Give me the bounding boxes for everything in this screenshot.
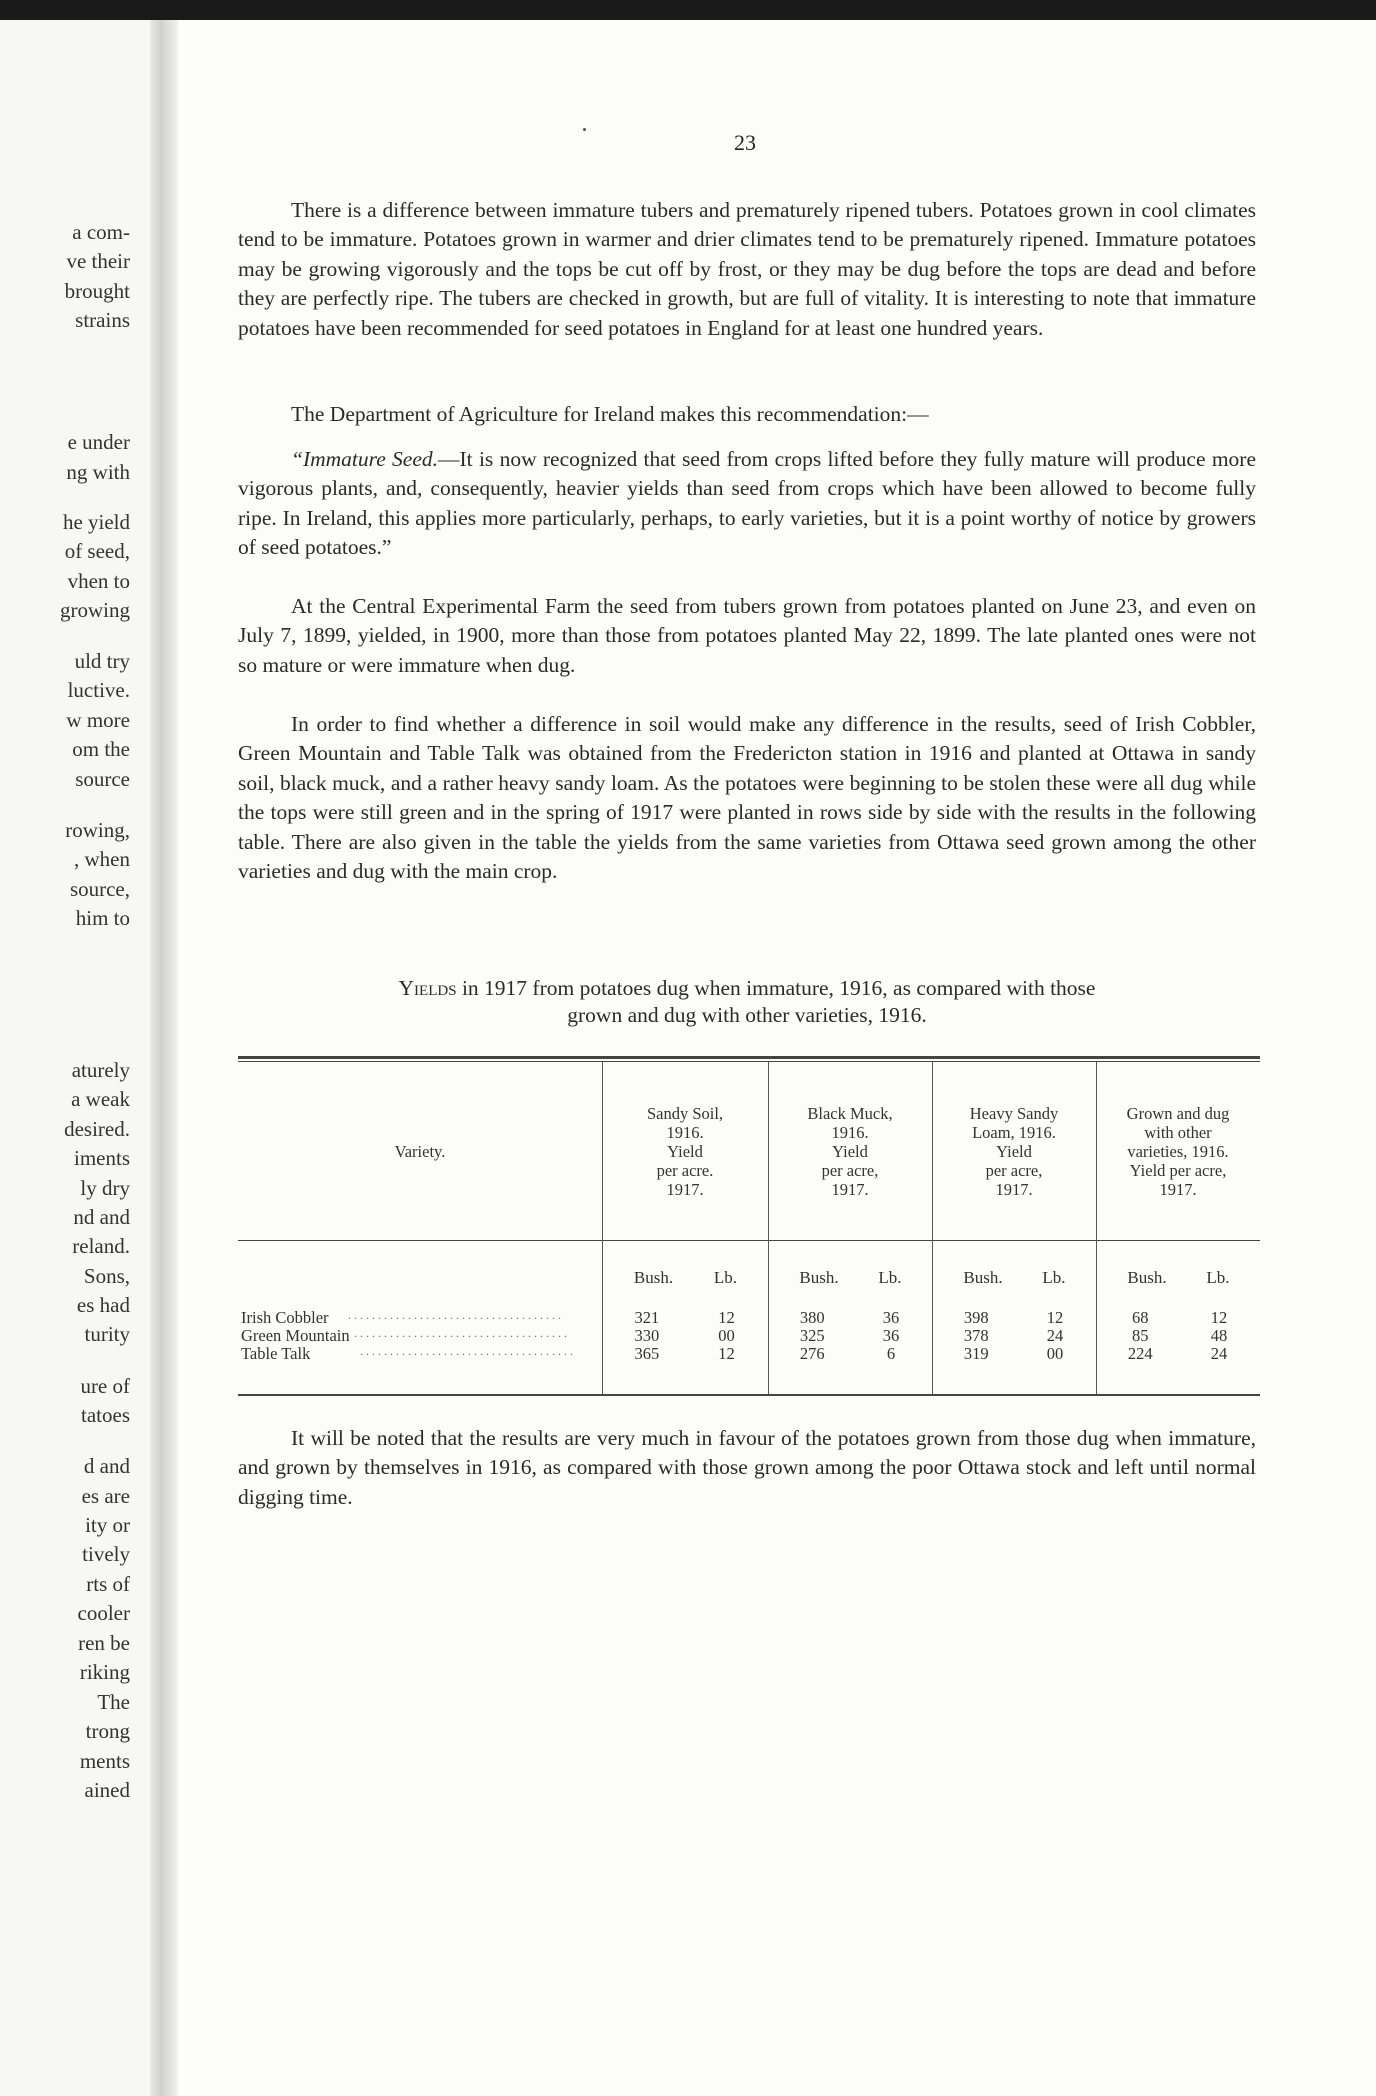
column-header-line: Black Muck, xyxy=(807,1104,893,1123)
adjacent-page-line: , when xyxy=(74,847,130,871)
table-cell-bushels: 321 xyxy=(634,1308,660,1327)
adjacent-page-edge xyxy=(0,20,150,2096)
column-header-line: 1917. xyxy=(1159,1180,1197,1199)
quote-body: —It is now recognized that seed from crops lifted before they fully mature will produce more vigorous plants, and, consequently, heavier yields than seed from crops which have been allowed to become fully ripe. In Ireland, this applies more particularly, perhaps, to early varieties, but it is a point worthy of notice by growers of seed potatoes.” xyxy=(238,447,1256,560)
table-caption xyxy=(238,975,1256,1029)
adjacent-page-line: es are xyxy=(81,1484,130,1508)
table-cell-bushels: 398 xyxy=(963,1308,989,1327)
column-header-line: Yield xyxy=(667,1142,703,1161)
adjacent-page-line: brought xyxy=(64,279,130,303)
caption-line2: grown and dug with other varieties, 1916. xyxy=(567,1003,927,1027)
paragraph-department-intro: The Department of Agriculture for Ireland makes this recommendation:— xyxy=(291,402,929,426)
table-row-variety: Irish Cobbler xyxy=(241,1308,329,1327)
table-cell-pounds: 12 xyxy=(718,1308,735,1327)
adjacent-page-line: vhen to xyxy=(67,569,130,593)
adjacent-page-line: ly dry xyxy=(80,1176,130,1200)
adjacent-page-line: ments xyxy=(79,1749,130,1773)
column-header-line: Loam, 1916. xyxy=(972,1123,1056,1142)
adjacent-page-line: ren be xyxy=(78,1631,130,1655)
table-cell-pounds: 6 xyxy=(886,1344,896,1363)
table-cell-bushels: 68 xyxy=(1132,1308,1149,1327)
leader-dots: . . . . . . . . . . . . . . . . . . . . . . . . . . . . . . . . . . . . xyxy=(348,1308,561,1322)
table-top-rule xyxy=(238,1056,1260,1059)
adjacent-page-line: luctive. xyxy=(67,678,130,702)
column-header-line: varieties, 1916. xyxy=(1127,1142,1229,1161)
column-header-line: 1916. xyxy=(666,1123,704,1142)
column-header-line: Heavy Sandy xyxy=(969,1104,1059,1123)
column-header-line: 1916. xyxy=(831,1123,869,1142)
caption-line1: in 1917 from potatoes dug when immature, 1916, as compared with those xyxy=(456,976,1096,1000)
table-cell-pounds: 24 xyxy=(1046,1326,1064,1345)
paragraph-immature-vs-ripened: There is a difference between immature tubers and prematurely ripened tubers. Potatoes grown in cool climates tend to be immature. Potatoes grown in warmer and drier climates tend to be prematurely ripened. Immature potatoes may be growing vigorously and the tops be cut off by frost, or they may be dug before the tops are dead and before they are perfectly ripe. The tubers are checked in growth, but are full of vitality. It is interesting to note that immature potatoes have been recommended for seed potatoes in England for at least one hundred years. xyxy=(238,198,1256,340)
table-bottom-rule xyxy=(238,1394,1260,1396)
adjacent-page-line: aturely xyxy=(71,1058,130,1082)
adjacent-page-line: Sons, xyxy=(83,1264,130,1288)
unit-bushels: Bush. xyxy=(1127,1268,1167,1287)
paragraph-conclusion: It will be noted that the results are very much in favour of the potatoes grown from those dug when immature, and grown by themselves in 1916, as compared with those grown among the poor Ottawa stock and left until normal digging time. xyxy=(238,1426,1256,1509)
table-cell-pounds: 24 xyxy=(1210,1344,1228,1363)
table-row-variety: Table Talk xyxy=(241,1344,311,1363)
table-cell-pounds: 36 xyxy=(882,1308,900,1327)
adjacent-page-line: strains xyxy=(75,308,130,332)
adjacent-page-line: rowing, xyxy=(65,818,130,842)
table-cell-bushels: 319 xyxy=(963,1344,989,1363)
table-cell-bushels: 224 xyxy=(1127,1344,1153,1363)
table-cell-bushels: 365 xyxy=(634,1344,660,1363)
unit-pounds: Lb. xyxy=(878,1268,902,1287)
book-gutter xyxy=(150,20,178,2096)
table-cell-bushels: 378 xyxy=(963,1326,989,1345)
caption-lead: Yields xyxy=(398,976,457,1000)
adjacent-page-line: source, xyxy=(69,877,130,901)
unit-pounds: Lb. xyxy=(1206,1268,1230,1287)
adjacent-page-line: turity xyxy=(84,1322,130,1346)
adjacent-page-line: source xyxy=(75,767,130,791)
table-row-variety: Green Mountain xyxy=(241,1326,350,1345)
adjacent-page-line: iments xyxy=(74,1146,130,1170)
adjacent-page-line: d and xyxy=(83,1454,130,1478)
unit-pounds: Lb. xyxy=(1042,1268,1066,1287)
adjacent-page-line: trong xyxy=(85,1719,130,1743)
table-cell-bushels: 85 xyxy=(1132,1326,1149,1345)
leader-dots: . . . . . . . . . . . . . . . . . . . . . . . . . . . . . . . . . . . . xyxy=(360,1344,573,1358)
table-cell-pounds: 12 xyxy=(1046,1308,1064,1327)
unit-pounds: Lb. xyxy=(713,1268,738,1287)
table-cell-bushels: 380 xyxy=(799,1308,825,1327)
unit-bushels: Bush. xyxy=(799,1268,839,1287)
adjacent-page-line: growing xyxy=(60,598,130,622)
adjacent-page-line: ity or xyxy=(85,1513,130,1537)
adjacent-page-line: om the xyxy=(72,737,130,761)
column-header-line: per acre, xyxy=(985,1161,1043,1180)
adjacent-page-line: he yield xyxy=(62,510,130,534)
adjacent-page-line: him to xyxy=(75,906,130,930)
top-border xyxy=(0,0,1376,20)
adjacent-page-line: ained xyxy=(84,1778,130,1802)
adjacent-page-line: a com- xyxy=(72,220,130,244)
table-cell-pounds: 12 xyxy=(1210,1308,1228,1327)
table-header-rule xyxy=(238,1240,1260,1241)
adjacent-page-line: ve their xyxy=(66,249,130,273)
adjacent-page-line: uld try xyxy=(74,649,130,673)
adjacent-page-line: tively xyxy=(82,1542,130,1566)
page-number: 23 xyxy=(734,130,756,155)
paragraph-central-farm: At the Central Experimental Farm the seed from tubers grown from potatoes planted on June 23, and even on July 7, 1899, yielded, in 1900, more than those from potatoes planted May 22, 1899. The late planted ones were not so mature or were immature when dug. xyxy=(238,594,1256,677)
adjacent-page-line: desired. xyxy=(64,1117,130,1141)
unit-bushels: Bush. xyxy=(633,1268,674,1287)
column-header-line: 1917. xyxy=(666,1180,704,1199)
column-header-line: Grown and dug xyxy=(1126,1104,1230,1123)
column-header-line: Yield xyxy=(832,1142,868,1161)
adjacent-page-line: ure of xyxy=(80,1374,130,1398)
adjacent-page-line: es had xyxy=(76,1293,130,1317)
adjacent-page-line: ng with xyxy=(66,460,130,484)
leader-dots: . . . . . . . . . . . . . . . . . . . . . . . . . . . . . . . . . . . . xyxy=(354,1326,567,1340)
column-header-line: per acre. xyxy=(656,1161,714,1180)
adjacent-page-line: w more xyxy=(66,708,130,732)
adjacent-page-line: nd and xyxy=(73,1205,130,1229)
adjacent-page-line: e under xyxy=(67,430,130,454)
adjacent-page-line: tatoes xyxy=(81,1403,130,1427)
table-cell-pounds: 36 xyxy=(882,1326,900,1345)
table-cell-pounds: 12 xyxy=(718,1344,735,1363)
column-header-line: Yield per acre, xyxy=(1129,1161,1227,1180)
column-header-line: 1917. xyxy=(831,1180,869,1199)
table-top-rule-thin xyxy=(238,1061,1260,1062)
paragraph-soil-experiment: In order to find whether a difference in soil would make any difference in the results, seed of Irish Cobbler, Green Mountain and Table Talk was obtained from the Fredericton station in 1916 and planted at Ottawa in sandy soil, black muck, and a rather heavy sandy loam. As the potatoes were beginning to be stolen these were all dug while the tops were still green and in the spring of 1917 were planted in rows side by side with the results in the following table. There are also given in the table the yields from the same varieties from Ottawa seed grown among the other varieties and dug with the main crop. xyxy=(238,712,1256,884)
table-cell-bushels: 325 xyxy=(799,1326,825,1345)
variety-header: Variety. xyxy=(394,1142,446,1161)
unit-bushels: Bush. xyxy=(963,1268,1003,1287)
column-header-line: Sandy Soil, xyxy=(646,1104,724,1123)
column-header-line: 1917. xyxy=(995,1180,1033,1199)
quote-heading: “Immature Seed. xyxy=(291,447,439,471)
adjacent-page-line: The xyxy=(97,1690,130,1714)
column-header-line: per acre, xyxy=(821,1161,879,1180)
yield-table xyxy=(238,1056,1260,1396)
adjacent-page-line: reland. xyxy=(72,1234,130,1258)
column-header-line: Yield xyxy=(996,1142,1032,1161)
adjacent-page-line: of seed, xyxy=(64,539,130,563)
adjacent-page-line: rts of xyxy=(86,1572,130,1596)
scan-speck xyxy=(583,128,586,131)
table-cell-bushels: 276 xyxy=(799,1344,825,1363)
table-cell-pounds: 00 xyxy=(718,1326,735,1345)
paragraph-immature-seed-quote xyxy=(238,445,1256,563)
table-cell-bushels: 330 xyxy=(634,1326,660,1345)
adjacent-page-line: riking xyxy=(79,1660,130,1684)
table-cell-pounds: 00 xyxy=(1046,1344,1064,1363)
adjacent-page-line: cooler xyxy=(77,1601,130,1625)
table-cell-pounds: 48 xyxy=(1210,1326,1228,1345)
column-header-line: with other xyxy=(1144,1123,1212,1142)
adjacent-page-line: a weak xyxy=(71,1087,130,1111)
